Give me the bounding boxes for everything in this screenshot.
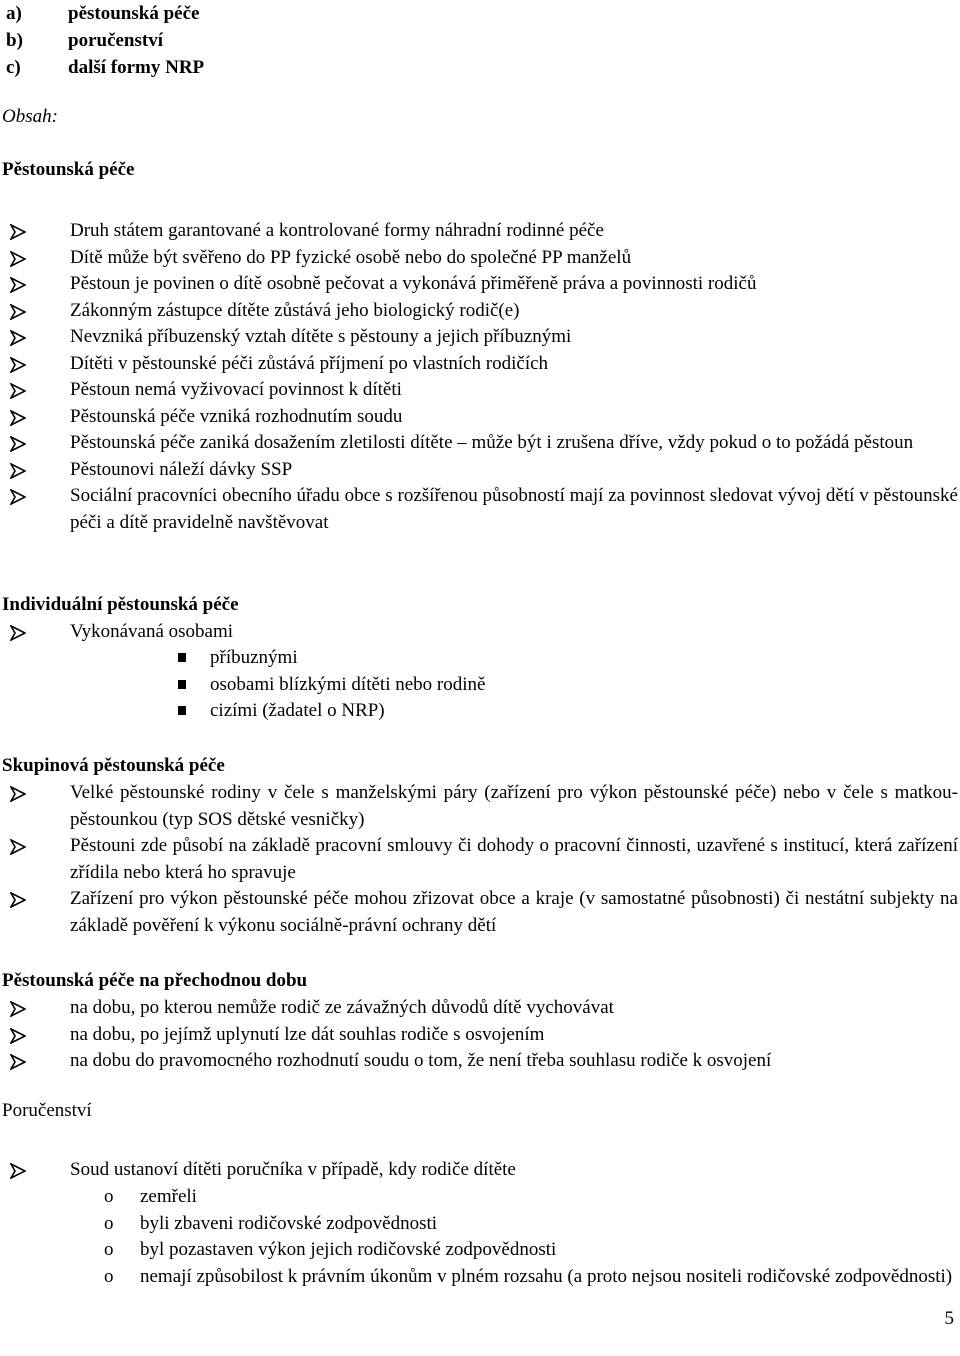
list-item [0,351,960,378]
list-item-text: Dítě může být svěřeno do PP fyzické osobě nebo do společné PP manželů [70,246,632,268]
list-item [0,886,960,939]
arrowhead-bullet-icon [10,1001,26,1017]
arrowhead-bullet-icon [10,304,26,320]
list-item [0,377,960,404]
arrowhead-bullet-icon [10,463,26,479]
square-bullet-icon [178,706,186,715]
arrowhead-bullet-icon [10,1028,26,1044]
list-item [0,218,960,245]
sublist-item-text: byl pozastaven výkon jejich rodičovské zodpovědnosti [140,1239,557,1260]
list-item-text: na dobu do pravomocného rozhodnutí soudu o tom, že není třeba souhlasu rodiče k osvojení [70,1050,772,1071]
list-item-text: Zákonným zástupce dítěte zůstává jeho biologický rodič(e) [70,299,520,321]
circle-bullet-icon: o [104,1212,114,1234]
list-item-text: Nevzniká příbuzenský vztah dítěte s pěstouny a jejich příbuznými [70,326,572,347]
list-item-text: Pěstouni zde působí na základě pracovní smlouvy či dohody o pracovní činnosti, uzavřené s institucí, která zařízení zřídila nebo která ho spravuje [70,835,958,883]
contents-text: pěstounská péče [68,3,200,24]
list-item [0,1048,960,1075]
arrowhead-bullet-icon [10,786,26,802]
list-item [0,483,960,536]
arrowhead-bullet-icon [10,436,26,452]
arrowhead-bullet-icon [10,251,26,267]
sublist-item-text: zemřeli [140,1186,197,1207]
circle-bullet-icon: o [104,1186,114,1207]
sublist-item-text: nemají způsobilost k právním úkonům v plném rozsahu (a proto nejsou nositeli rodičovské zodpovědnosti) [140,1265,953,1287]
arrowhead-bullet-icon [10,224,26,240]
list-item-text: Druh státem garantované a kontrolované formy náhradní rodinné péče [70,220,604,241]
contents-letter: a) [6,3,22,24]
arrowhead-bullet-icon [10,383,26,399]
list-item-text: Velké pěstounské rodiny v čele s manželskými páry (zařízení pro výkon pěstounské péče) nebo v čele s matkou-pěstounkou (typ SOS dětské vesničky) [70,782,958,830]
contents-text: další formy NRP [68,57,205,78]
list-item-text: Pěstounovi náleží dávky SSP [70,458,293,480]
sublist-item-text: cizími (žadatel o NRP) [210,700,385,721]
list-item [0,404,960,431]
arrowhead-bullet-icon [10,410,26,426]
sublist-item-text: byli zbaveni rodičovské zodpovědnosti [140,1212,438,1234]
sublist-item-text: osobami blízkými dítěti nebo rodině [210,673,486,695]
heading-skupinova-pestounska-pece: Skupinová pěstounská péče [2,755,225,776]
list-item [0,245,960,272]
sublist-item [0,645,960,672]
sublist-item [0,1264,960,1291]
list-item-text: Pěstounská péče zaniká dosažením zletilosti dítěte – může být i zrušena dříve, vždy pokud o to požádá pěstoun [70,432,914,453]
list-item [0,780,960,833]
prechodna-list [0,995,960,1075]
list-item-text: Soud ustanoví dítěti poručníka v případě, kdy rodiče dítěte [70,1159,516,1180]
sublist-item-text: příbuznými [210,647,298,668]
circle-bullet-icon: o [104,1239,114,1260]
list-item [0,995,960,1022]
circle-bullet-icon: o [104,1265,114,1287]
sublist-item [0,698,960,725]
sublist-item [0,672,960,699]
arrowhead-bullet-icon [10,357,26,373]
porucenstvi-sublist [0,1184,960,1290]
sublist-item [0,1237,960,1264]
list-item-text: Pěstoun nemá vyživovací povinnost k dítěti [70,379,402,400]
arrowhead-bullet-icon [10,489,26,505]
list-item [0,298,960,325]
list-item-text: Zařízení pro výkon pěstounské péče mohou zřizovat obce a kraje (v samostatné působnosti) či nestátní subjekty na základě pověření k výkonu sociálně-právní ochrany dětí [70,888,958,936]
list-item [0,619,960,646]
heading-individualni-pestounska-pece: Individuální pěstounská péče [2,594,239,615]
list-item [0,1022,960,1049]
square-bullet-icon [178,680,186,689]
contents-list [6,0,204,81]
list-item-text: Sociální pracovníci obecního úřadu obce s rozšířenou působností mají za povinnost sledovat vývoj dětí v pěstounské péči a dítě pravidelně navštěvovat [70,485,958,533]
list-item [0,457,960,484]
individualni-list [0,619,960,646]
square-bullet-icon [178,653,186,662]
arrowhead-bullet-icon [10,839,26,855]
obsah-label: Obsah: [2,106,58,127]
list-item [0,430,960,457]
arrowhead-bullet-icon [10,330,26,346]
arrowhead-bullet-icon [10,625,26,641]
porucenstvi-list [0,1157,960,1184]
list-item [0,324,960,351]
list-item [0,833,960,886]
individualni-sublist [0,645,960,725]
pestounska-pece-list [0,218,960,536]
contents-item [6,0,204,27]
list-item-text: na dobu, po kterou nemůže rodič ze závažných důvodů dítě vychovávat [70,997,614,1018]
page-number: 5 [944,1308,954,1329]
list-item-text: Pěstoun je povinen o dítě osobně pečovat a vykonává přiměřeně práva a povinnosti rodičů [70,273,757,294]
arrowhead-bullet-icon [10,1054,26,1070]
heading-pestounska-pece: Pěstounská péče [2,159,135,180]
list-item [0,1157,960,1184]
arrowhead-bullet-icon [10,1163,26,1179]
list-item-text: na dobu, po jejímž uplynutí lze dát souhlas rodiče s osvojením [70,1023,545,1045]
list-item-text: Dítěti v pěstounské péči zůstává příjmení po vlastních rodičích [70,352,549,374]
contents-letter: b) [6,30,23,51]
arrowhead-bullet-icon [10,277,26,293]
arrowhead-bullet-icon [10,892,26,908]
skupinova-list [0,780,960,939]
heading-porucenstvi: Poručenství [2,1100,92,1121]
list-item [0,271,960,298]
contents-letter: c) [6,57,21,78]
list-item-text: Pěstounská péče vzniká rozhodnutím soudu [70,405,403,427]
sublist-item [0,1211,960,1238]
list-item-text: Vykonávaná osobami [70,621,234,642]
contents-item [6,54,204,81]
contents-text: poručenství [68,30,163,51]
heading-pestounska-pece-na-prechodnou-dobu: Pěstounská péče na přechodnou dobu [2,970,308,991]
contents-item [6,27,204,54]
sublist-item [0,1184,960,1211]
